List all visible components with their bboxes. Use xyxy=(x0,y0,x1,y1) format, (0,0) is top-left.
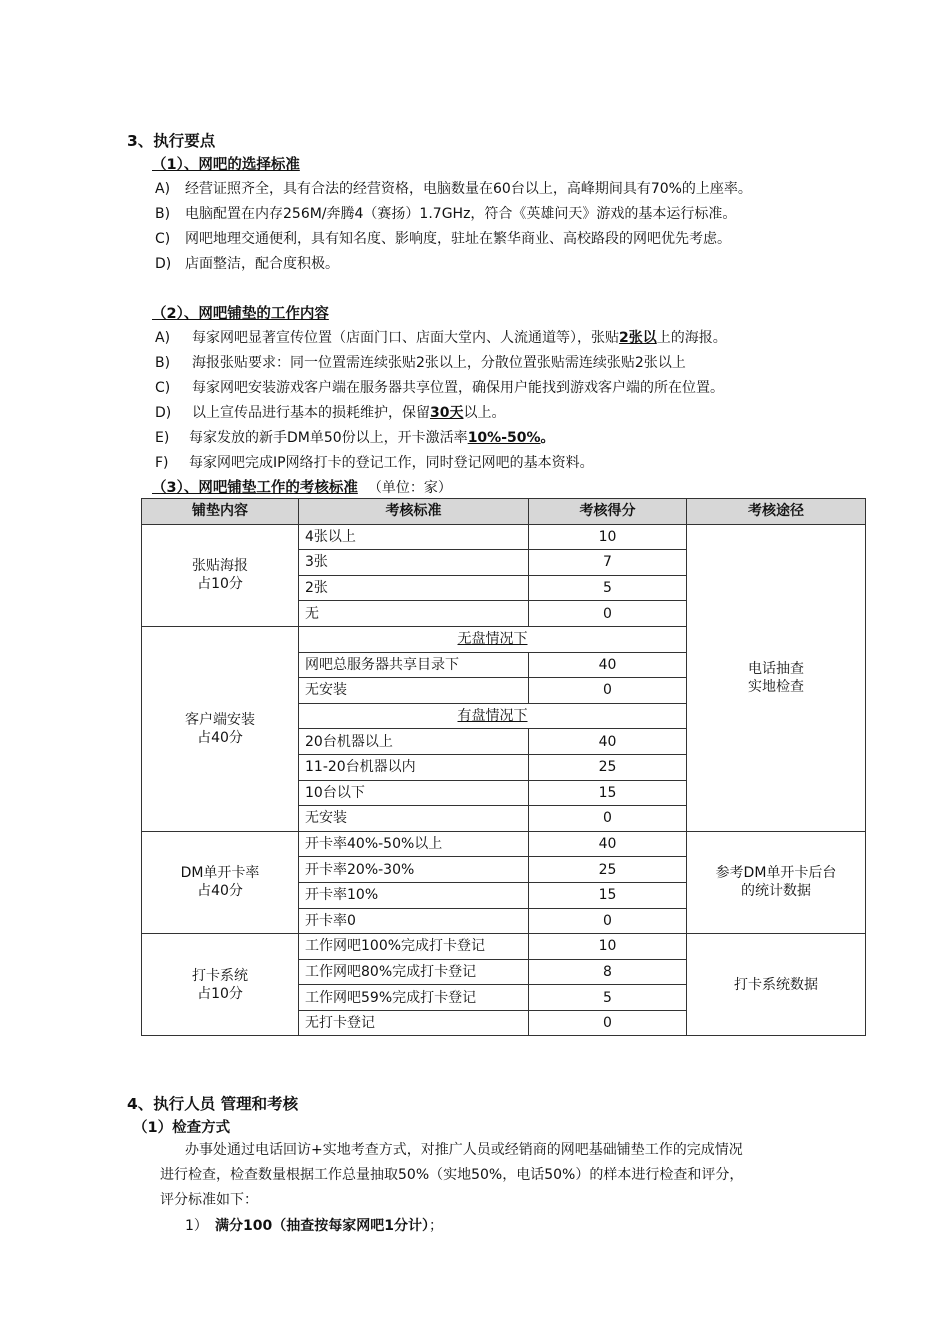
work-item-e: E) 每家发放的新手DM单50份以上，开卡激活率10%-50%。 xyxy=(155,430,555,446)
section4-sub1-title: （1）检查方式 xyxy=(133,1120,231,1136)
work-item-b: B) 海报张贴要求：同一位置需连续张贴2张以上，分散位置张贴需连续张贴2张以上 xyxy=(155,355,686,371)
section3-title: 3、执行要点 xyxy=(127,132,216,150)
standard-cell: 3张 xyxy=(299,550,529,576)
standard-cell: 工作网吧80%完成打卡登记 xyxy=(299,959,529,985)
standard-cell: 2张 xyxy=(299,575,529,601)
standard-cell: 无安装 xyxy=(299,678,529,704)
score-point: 1） 满分100（抽查按每家网吧1分计）； xyxy=(185,1218,443,1234)
score-cell: 7 xyxy=(529,550,687,576)
criteria-item: B) 电脑配置在内存256M/奔腾4（赛扬）1.7GHz，符合《英雄问天》游戏的基本运行标准。 xyxy=(155,206,737,222)
route-cell: 电话抽查 实地检查 xyxy=(687,524,866,831)
score-cell: 25 xyxy=(529,857,687,883)
score-cell: 40 xyxy=(529,729,687,755)
score-cell: 10 xyxy=(529,934,687,960)
score-cell: 5 xyxy=(529,985,687,1011)
standard-cell: 工作网吧59%完成打卡登记 xyxy=(299,985,529,1011)
sub3-title: （3）、网吧铺垫工作的考核标准 （单位：家） xyxy=(152,480,452,496)
standard-cell: 无打卡登记 xyxy=(299,1010,529,1036)
table-header-row xyxy=(142,499,866,525)
standard-cell: 开卡率10% xyxy=(299,882,529,908)
score-cell: 0 xyxy=(529,908,687,934)
score-cell: 0 xyxy=(529,678,687,704)
work-item-d: D) 以上宣传品进行基本的损耗维护，保留30天以上。 xyxy=(155,405,506,421)
subheading-cell: 有盘情况下 xyxy=(299,703,687,729)
header-cell: 铺垫内容 xyxy=(142,499,299,525)
criteria-item: A) 经营证照齐全，具有合法的经营资格，电脑数量在60台以上，高峰期间具有70%的上座率。 xyxy=(155,181,752,197)
route-cell: 参考DM单开卡后台 的统计数据 xyxy=(687,831,866,933)
paragraph-line: 办事处通过电话回访+实地考查方式，对推广人员或经销商的网吧基础铺垫工作的完成情况 xyxy=(185,1142,743,1158)
score-cell: 10 xyxy=(529,524,687,550)
category-cell: 打卡系统 占10分 xyxy=(142,934,299,1036)
route-cell: 打卡系统数据 xyxy=(687,934,866,1036)
table-row xyxy=(142,524,866,550)
standard-cell: 网吧总服务器共享目录下 xyxy=(299,652,529,678)
standard-cell: 无 xyxy=(299,601,529,627)
criteria-item: C) 网吧地理交通便利，具有知名度、影响度，驻址在繁华商业、高校路段的网吧优先考虑。 xyxy=(155,231,731,247)
work-item-a: A) 每家网吧显著宣传位置（店面门口、店面大堂内、人流通道等），张贴2张以上的海报。 xyxy=(155,330,727,346)
category-cell: DM单开卡率 占40分 xyxy=(142,831,299,933)
standard-cell: 无安装 xyxy=(299,806,529,832)
standard-cell: 20台机器以上 xyxy=(299,729,529,755)
unit-note: （单位：家） xyxy=(367,480,452,496)
header-cell: 考核途径 xyxy=(687,499,866,525)
paragraph-line: 进行检查，检查数量根据工作总量抽取50%（实地50%，电话50%）的样本进行检查和评分， xyxy=(160,1167,744,1183)
standard-cell: 开卡率20%-30% xyxy=(299,857,529,883)
score-cell: 40 xyxy=(529,831,687,857)
work-item-f: F) 每家网吧完成IP网络打卡的登记工作，同时登记网吧的基本资料。 xyxy=(155,455,594,471)
table-row xyxy=(142,831,866,857)
standard-cell: 4张以上 xyxy=(299,524,529,550)
subheading-cell: 无盘情况下 xyxy=(299,626,687,652)
standard-cell: 11-20台机器以内 xyxy=(299,754,529,780)
category-cell: 张贴海报 占10分 xyxy=(142,524,299,626)
standard-cell: 开卡率40%-50%以上 xyxy=(299,831,529,857)
score-cell: 25 xyxy=(529,754,687,780)
header-cell: 考核得分 xyxy=(529,499,687,525)
assessment-table xyxy=(141,498,866,1036)
work-item-c: C) 每家网吧安装游戏客户端在服务器共享位置，确保用户能找到游戏客户端的所在位置。 xyxy=(155,380,724,396)
score-cell: 40 xyxy=(529,652,687,678)
sub1-title: （1）、网吧的选择标准 xyxy=(152,157,300,173)
score-cell: 15 xyxy=(529,882,687,908)
standard-cell: 工作网吧100%完成打卡登记 xyxy=(299,934,529,960)
paragraph-line: 评分标准如下： xyxy=(160,1192,258,1208)
standard-cell: 10台以下 xyxy=(299,780,529,806)
score-cell: 8 xyxy=(529,959,687,985)
score-cell: 0 xyxy=(529,806,687,832)
category-cell: 客户端安装 占40分 xyxy=(142,626,299,831)
section4-title: 4、执行人员 管理和考核 xyxy=(127,1095,299,1113)
standard-cell: 开卡率0 xyxy=(299,908,529,934)
score-cell: 0 xyxy=(529,601,687,627)
score-cell: 15 xyxy=(529,780,687,806)
header-cell: 考核标准 xyxy=(299,499,529,525)
score-cell: 0 xyxy=(529,1010,687,1036)
table-row xyxy=(142,934,866,960)
score-cell: 5 xyxy=(529,575,687,601)
sub2-title: （2）、网吧铺垫的工作内容 xyxy=(152,306,329,322)
criteria-item: D) 店面整洁，配合度积极。 xyxy=(155,256,339,272)
